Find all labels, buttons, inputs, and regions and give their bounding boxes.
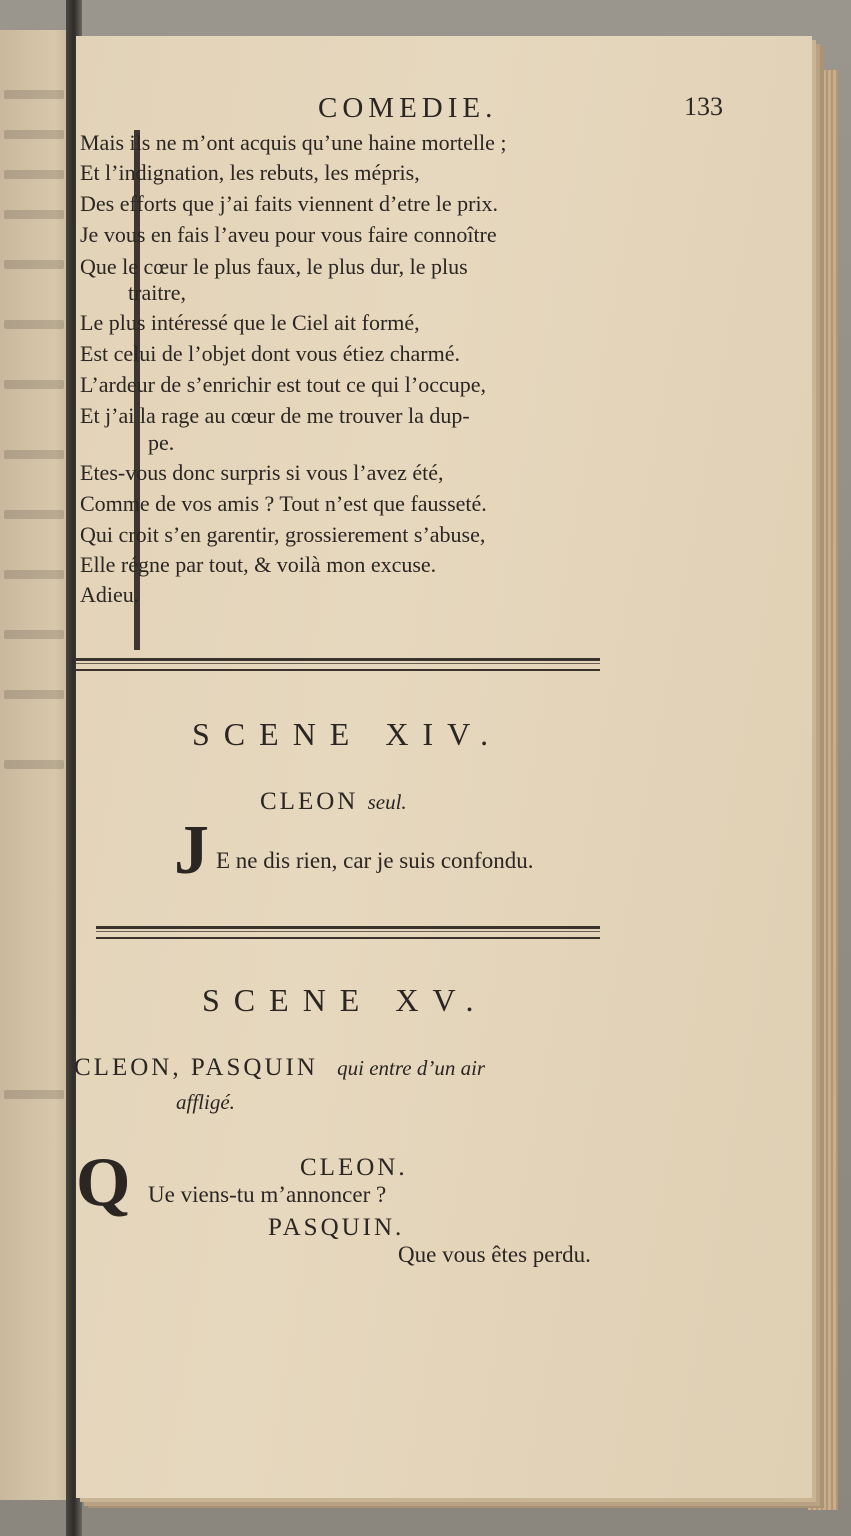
verse-line: Le plus intéressé que le Ciel ait formé,	[80, 310, 420, 335]
speech-line: E ne dis rien, car je suis confondu.	[216, 848, 534, 873]
verse-line: Je vous en fais l’aveu pour vous faire connoître	[80, 222, 497, 247]
speaker-name: CLEON.	[300, 1154, 408, 1181]
speaker-name: PASQUIN.	[268, 1214, 405, 1241]
verse-line: Et l’indignation, les rebuts, les mépris,	[80, 160, 420, 185]
verse-line: Des efforts que j’ai faits viennent d’etre le prix.	[80, 191, 499, 216]
speech-line: Que vous êtes perdu.	[398, 1242, 591, 1267]
character-name: CLEON	[260, 788, 359, 815]
scene-title: SCENE XIV.	[192, 716, 503, 752]
page-header	[246, 88, 723, 128]
verse-line: Comme de vos amis ? Tout n’est que fausseté.	[80, 491, 487, 516]
scene-title: SCENE XV.	[202, 982, 488, 1018]
verse-line-continuation: traitre,	[128, 280, 187, 305]
verse-line: L’ardeur de s’enrichir est tout ce qui l’occupe,	[80, 372, 487, 397]
verse-line: Mais ils ne m’ont acquis qu’une haine mortelle ;	[80, 130, 507, 155]
book-page	[76, 36, 812, 1498]
verse-line: Et j’ai la rage au cœur de me trouver la dup-	[80, 403, 470, 428]
page-number: 133	[684, 92, 723, 121]
character-names: CLEON, PASQUIN	[74, 1054, 318, 1081]
ornamental-rule	[76, 658, 600, 671]
verse-line: Etes-vous donc surpris si vous l’avez été,	[80, 460, 444, 485]
ornamental-rule	[96, 926, 600, 939]
verse-line: Que le cœur le plus faux, le plus dur, le plus	[80, 254, 468, 279]
drop-capital: J	[174, 812, 209, 889]
verse-line: Est celui de l’objet dont vous étiez charmé.	[80, 341, 460, 366]
stage-direction-continuation: affligé.	[176, 1090, 235, 1114]
verse-line: Adieu.	[80, 582, 140, 607]
verse-line: Elle régne par tout, & voilà mon excuse.	[80, 552, 437, 577]
verse-line-continuation: pe.	[148, 430, 175, 455]
drop-capital: Q	[76, 1144, 131, 1221]
stage-direction: qui entre d’un air	[337, 1056, 486, 1080]
character-heading	[74, 1054, 485, 1082]
page-edges	[808, 70, 838, 1510]
stage-direction: seul.	[367, 790, 407, 814]
verse-line: Qui croit s’en garentir, grossierement s’abuse,	[80, 522, 486, 547]
speech-line: Ue viens-tu m’annoncer ?	[148, 1182, 387, 1207]
character-heading	[260, 788, 407, 816]
running-head: COMEDIE.	[318, 92, 498, 124]
